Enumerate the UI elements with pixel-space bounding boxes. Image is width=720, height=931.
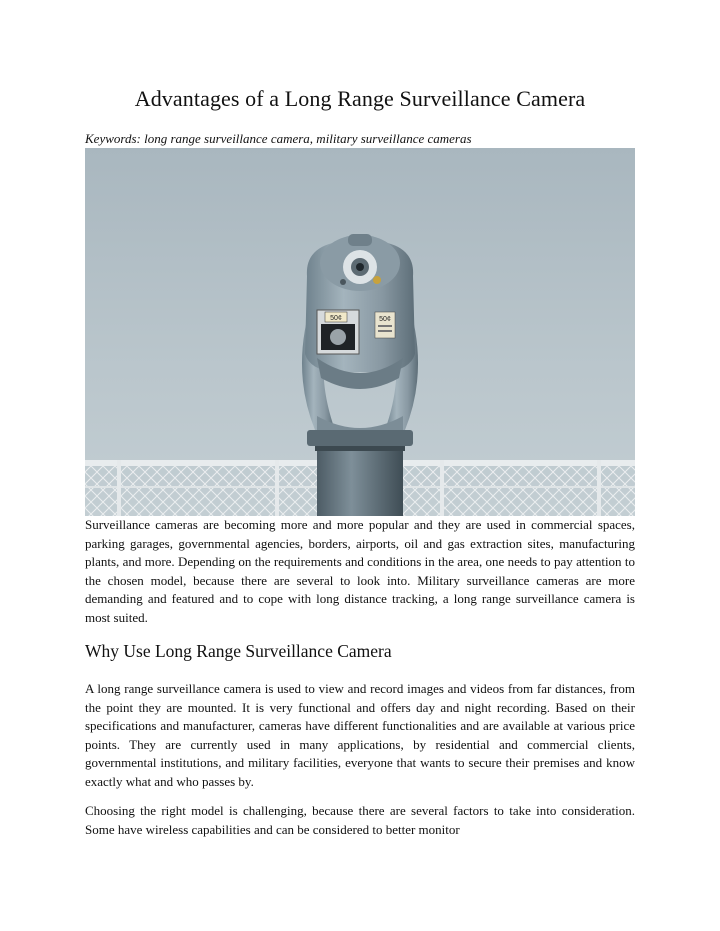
- paragraph-intro: Surveillance cameras are becoming more and more popular and they are used in commercial spaces, parking garages, governmental agencies, borders, airports, oil and gas extraction sites, manufacturing plants, and more. Depending on the requirements and conditions in the area, one needs to pay attention to the chosen model, because there are several to look into. Military surveillance cameras are more demanding and featured and to cope with long distance tracking, a long range surveillance camera is most suited.: [85, 517, 635, 625]
- svg-text:50¢: 50¢: [379, 316, 391, 323]
- viewer-pole: [317, 440, 403, 516]
- svg-text:50¢: 50¢: [330, 315, 342, 322]
- section-heading: Why Use Long Range Surveillance Camera: [85, 641, 392, 661]
- keywords-line: Keywords: long range surveillance camera, military surveillance cameras: [85, 131, 472, 146]
- paragraph-choosing: Choosing the right model is challenging, because there are several factors to take into consideration. Some have wireless capabilities and can be considered to better monitor: [85, 803, 635, 837]
- binocular-viewer-photo: [85, 148, 635, 516]
- document-title: Advantages of a Long Range Surveillance Camera: [134, 86, 586, 111]
- paragraph-why-use: A long range surveillance camera is used to view and record images and videos from far distances, from the point they are mounted. It is very functional and offers day and night recording. Based on their specifications and manufacturer, cameras have different functionalities and are available at various price points. They are currently used in many applications, by residential and commercial clients, governmental institutions, and military facilities, everyone that wants to secure their premises and know exactly what and who passes by.: [85, 681, 635, 789]
